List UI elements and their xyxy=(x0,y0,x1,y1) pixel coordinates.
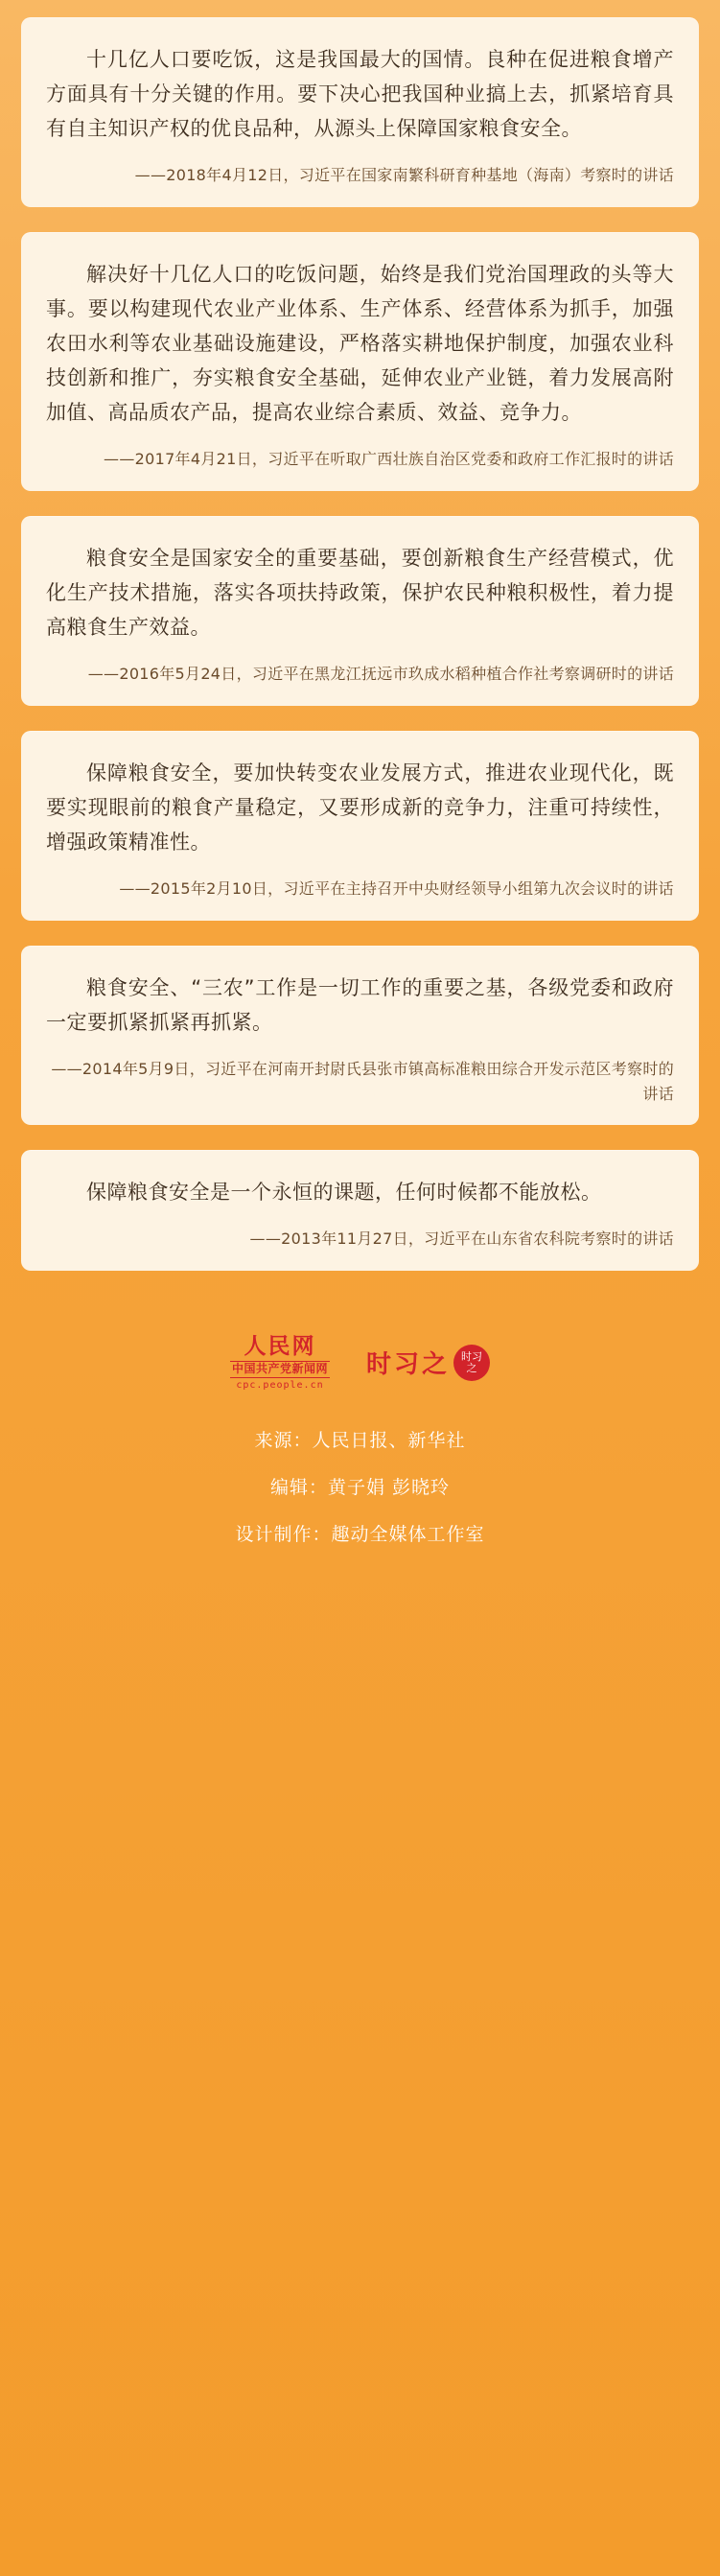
people-cn-logo xyxy=(230,1334,330,1392)
quote-text: 保障粮食安全是一个永恒的课题，任何时候都不能放松。 xyxy=(86,1181,602,1205)
quote-card xyxy=(21,232,699,491)
seal-icon: 时习之 xyxy=(453,1345,490,1381)
shixizhi-logo-text: 时习之 xyxy=(366,1350,451,1380)
people-cn-logo-sub: 中国共产党新闻网 xyxy=(230,1361,330,1378)
quote-attribution: ——2016年5月24日，习近平在黑龙江抚远市玖成水稻种植合作社考察调研时的讲话 xyxy=(87,665,674,684)
quote-text: 十几亿人口要吃饭，这是我国最大的国情。良种在促进粮食增产方面具有十分关键的作用。要下决心把我国种业搞上去，抓紧培育具有自主知识产权的优良品种，从源头上保障国家粮食安全。 xyxy=(46,48,674,141)
quote-attribution: ——2014年5月9日，习近平在河南开封尉氏县张市镇高标准粮田综合开发示范区考察时的讲话 xyxy=(51,1060,674,1103)
quote-text: 保障粮食安全，要加快转变农业发展方式，推进农业现代化，既要实现眼前的粮食产量稳定，又要形成新的竞争力，注重可持续性，增强政策精准性。 xyxy=(46,761,674,855)
quote-card xyxy=(21,946,699,1125)
quote-card xyxy=(21,516,699,706)
quote-attribution: ——2018年4月12日，习近平在国家南繁科研育种基地（海南）考察时的讲话 xyxy=(134,166,674,185)
people-cn-logo-name: 人民网 xyxy=(244,1334,316,1360)
quote-text: 粮食安全是国家安全的重要基础，要创新粮食生产经营模式，优化生产技术措施，落实各项扶持政策，保护农民种粮积极性，着力提高粮食生产效益。 xyxy=(46,547,674,640)
quote-attribution: ——2015年2月10日，习近平在主持召开中央财经领导小组第九次会议时的讲话 xyxy=(119,879,674,899)
quote-text: 解决好十几亿人口的吃饭问题，始终是我们党治国理政的头等大事。要以构建现代农业产业体系、生产体系、经营体系为抓手，加强农田水利等农业基础设施建设，严格落实耕地保护制度，加强农业科技创新和推广，夯实粮食安全基础，延伸农业产业链，着力发展高附加值、高品质农产品，提高农业综合素质、效益、竞争力。 xyxy=(46,262,674,425)
footer xyxy=(21,1334,699,1567)
source-line: 来源：人民日报、新华社 xyxy=(254,1429,466,1451)
quote-attribution: ——2017年4月21日，习近平在听取广西壮族自治区党委和政府工作汇报时的讲话 xyxy=(104,450,674,469)
quote-card xyxy=(21,1150,699,1271)
quote-card xyxy=(21,17,699,207)
shixizhi-logo xyxy=(366,1345,490,1381)
people-cn-logo-url: cpc.people.cn xyxy=(236,1380,324,1392)
logo-row xyxy=(230,1334,490,1392)
quote-card xyxy=(21,731,699,921)
quote-text: 粮食安全、“三农”工作是一切工作的重要之基，各级党委和政府一定要抓紧抓紧再抓紧。 xyxy=(46,975,674,1035)
editor-line: 编辑：黄子娟 彭晓玲 xyxy=(269,1476,451,1498)
quote-attribution: ——2013年11月27日，习近平在山东省农科院考察时的讲话 xyxy=(249,1229,674,1249)
design-line: 设计制作：趣动全媒体工作室 xyxy=(235,1523,485,1545)
